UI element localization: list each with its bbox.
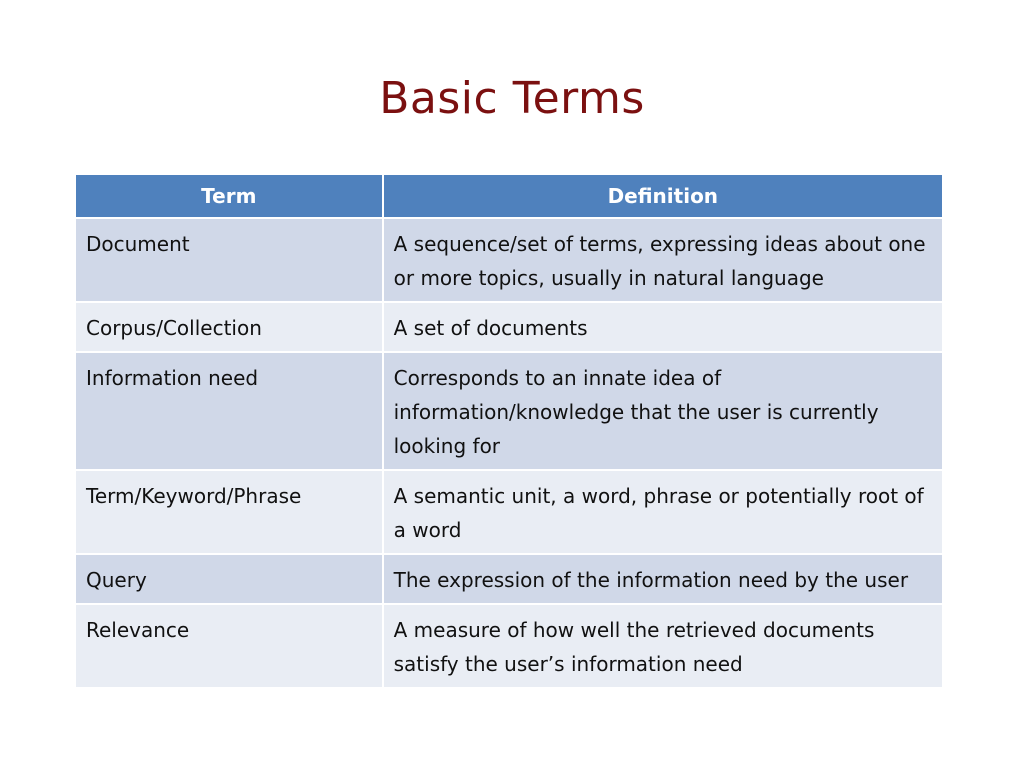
table-header-row [75, 174, 943, 218]
definition-cell: A measure of how well the retrieved documents satisfy the user’s information need [383, 604, 943, 688]
term-cell: Corpus/Collection [75, 302, 383, 352]
table-row [75, 604, 943, 688]
definition-cell: The expression of the information need by the user [383, 554, 943, 604]
table-row [75, 470, 943, 554]
term-cell: Relevance [75, 604, 383, 688]
definition-cell: Corresponds to an innate idea of information/knowledge that the user is currently looking for [383, 352, 943, 470]
terms-table [74, 173, 944, 689]
table-row [75, 352, 943, 470]
definition-cell: A set of documents [383, 302, 943, 352]
term-cell: Document [75, 218, 383, 302]
definition-cell: A sequence/set of terms, expressing ideas about one or more topics, usually in natural language [383, 218, 943, 302]
table-row [75, 302, 943, 352]
term-cell: Term/Keyword/Phrase [75, 470, 383, 554]
slide-title: Basic Terms [379, 73, 645, 124]
table-row [75, 554, 943, 604]
table-row [75, 218, 943, 302]
definition-cell: A semantic unit, a word, phrase or potentially root of a word [383, 470, 943, 554]
header-term: Term [75, 174, 383, 218]
header-definition: Definition [383, 174, 943, 218]
term-cell: Query [75, 554, 383, 604]
term-cell: Information need [75, 352, 383, 470]
